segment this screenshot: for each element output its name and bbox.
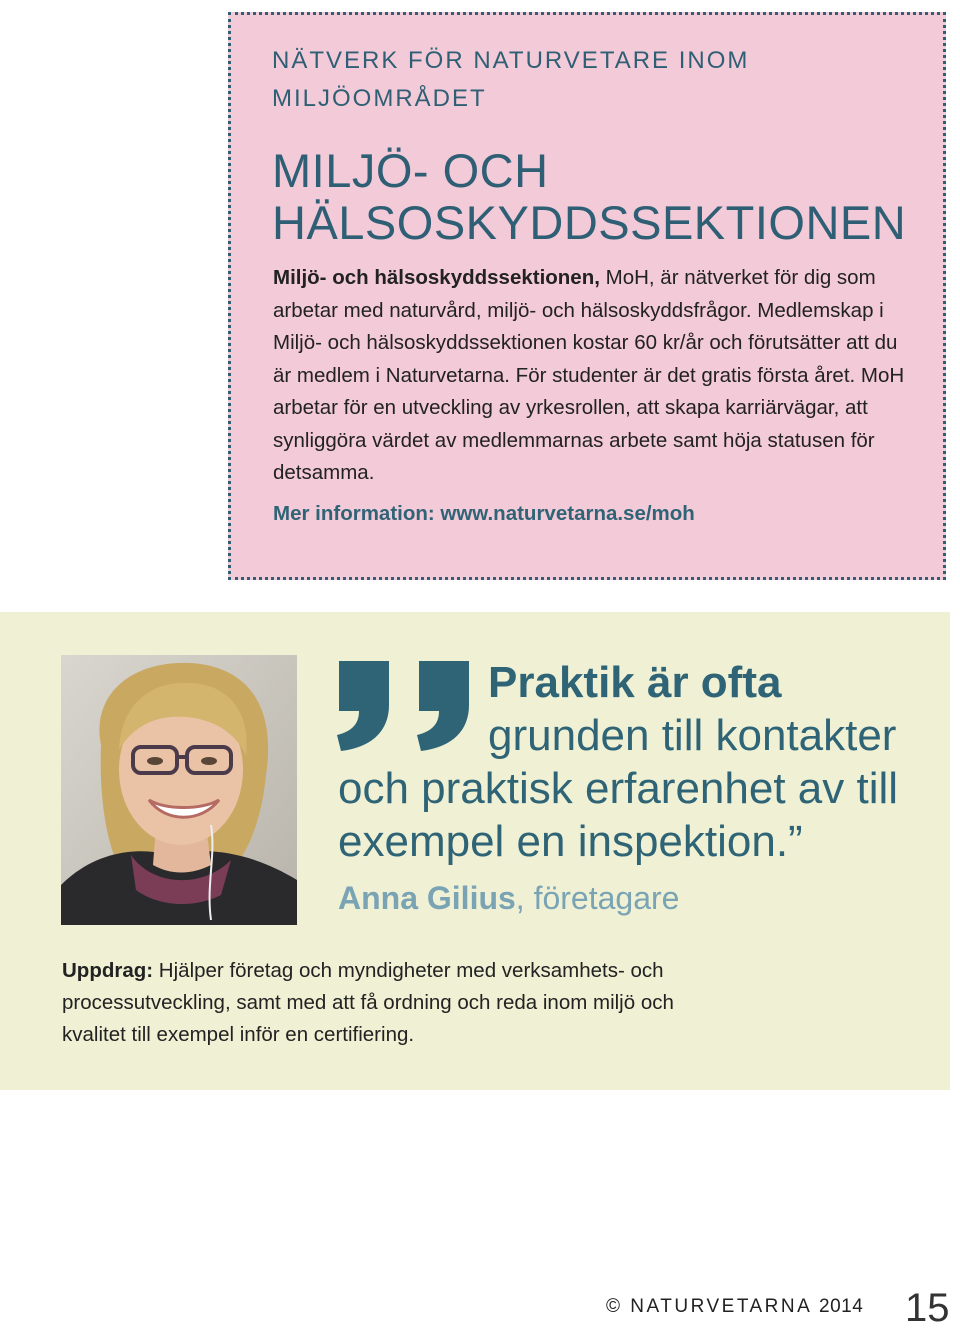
quote-lead: Praktik är ofta — [488, 658, 782, 707]
description-lead: Miljö- och hälsoskyddssektionen, — [273, 266, 600, 289]
person-role: , företagare — [515, 880, 680, 916]
page-number: 15 — [905, 1286, 950, 1330]
person-name: Anna Gilius — [338, 880, 516, 916]
quote-line-2: grunden till kontakter — [488, 711, 897, 760]
footer-year: 2014 — [819, 1296, 864, 1317]
footer-brand-name: © NATURVETARNA — [606, 1296, 812, 1317]
quote-rest: och praktisk erfarenhet av till exempel en inspektion.” — [338, 764, 899, 866]
description-body: MoH, är nätverket för dig som arbetar med naturvård, miljö- och hälsoskyddsfrågor. Medlemskap i Miljö- och hälsoskyddssektionen kostar 60 kr/år och förutsätter att du är medlem i Naturvetarna. För studenter är det gratis första året. MoH arbetar för en utveckling av yrkesrollen, att skapa karriärvägar, att synliggöra värdet av medlemmarnas arbete samt höja statusen för detsamma. — [273, 266, 905, 484]
portrait-photo — [61, 655, 297, 925]
footer-brand — [606, 1296, 863, 1318]
quote-attribution — [338, 880, 679, 917]
section-title: MILJÖ- OCH HÄLSOSKYDDSSEKTIONEN — [272, 144, 907, 249]
more-info-link[interactable]: Mer information: www.naturvetarna.se/moh — [273, 502, 695, 525]
assignment-text — [62, 955, 702, 1051]
assignment-body: Hjälper företag och myndigheter med verksamhets- och processutveckling, samt med att få ordning och reda inom miljö och kvalitet till exempel inför en certifiering. — [62, 959, 674, 1046]
section-kicker: NÄTVERK FÖR NATURVETARE INOM MILJÖOMRÅDET — [272, 47, 750, 112]
section-description — [273, 262, 913, 490]
pull-quote — [338, 656, 938, 868]
assignment-label: Uppdrag: — [62, 959, 154, 982]
